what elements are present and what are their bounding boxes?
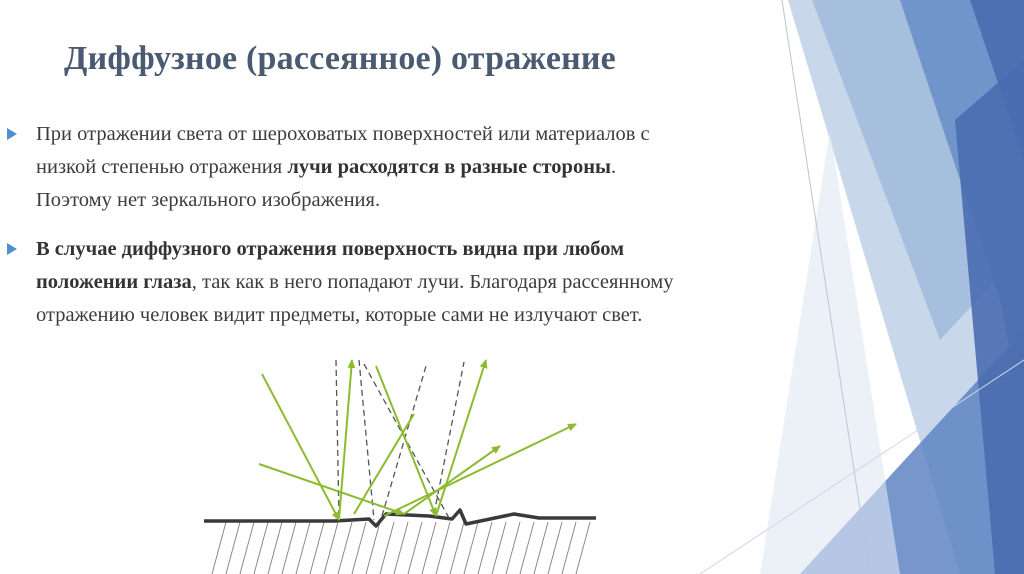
bullet-2-line-3: отражению человек видит предметы, которые сами не излучают свет. (36, 304, 643, 326)
triangle-right-icon (7, 128, 17, 140)
light-rays (259, 360, 576, 520)
surface-hatching (212, 522, 590, 574)
diffuse-reflection-diagram (204, 354, 604, 574)
bullet-1-line-3: Поэтому нет зеркального изображения. (36, 189, 381, 211)
bullet-1-emphasis: лучи расходятся в разные стороны (287, 156, 612, 178)
bullet-2-line-2-text: , так как в него попадают лучи. Благодаря рассеянному (191, 271, 674, 293)
bullet-1-line-2-end: . (611, 156, 617, 178)
bullet-2-emphasis-line-1: В случае диффузного отражения поверхность видна при любом (36, 238, 625, 260)
bullet-2-emphasis-line-2: положении глаза (36, 271, 192, 293)
bullet-1-line-1: При отражении света от шероховатых поверхностей или материалов с (36, 123, 650, 145)
normal-lines (336, 360, 464, 520)
triangle-right-icon (7, 243, 17, 255)
bullet-paragraph-2 (36, 233, 836, 332)
bullet-paragraph-1 (36, 118, 836, 217)
bullet-1-line-2-text: низкой степенью отражения (36, 156, 288, 178)
slide-title: Диффузное (рассеянное) отражение (64, 40, 616, 77)
